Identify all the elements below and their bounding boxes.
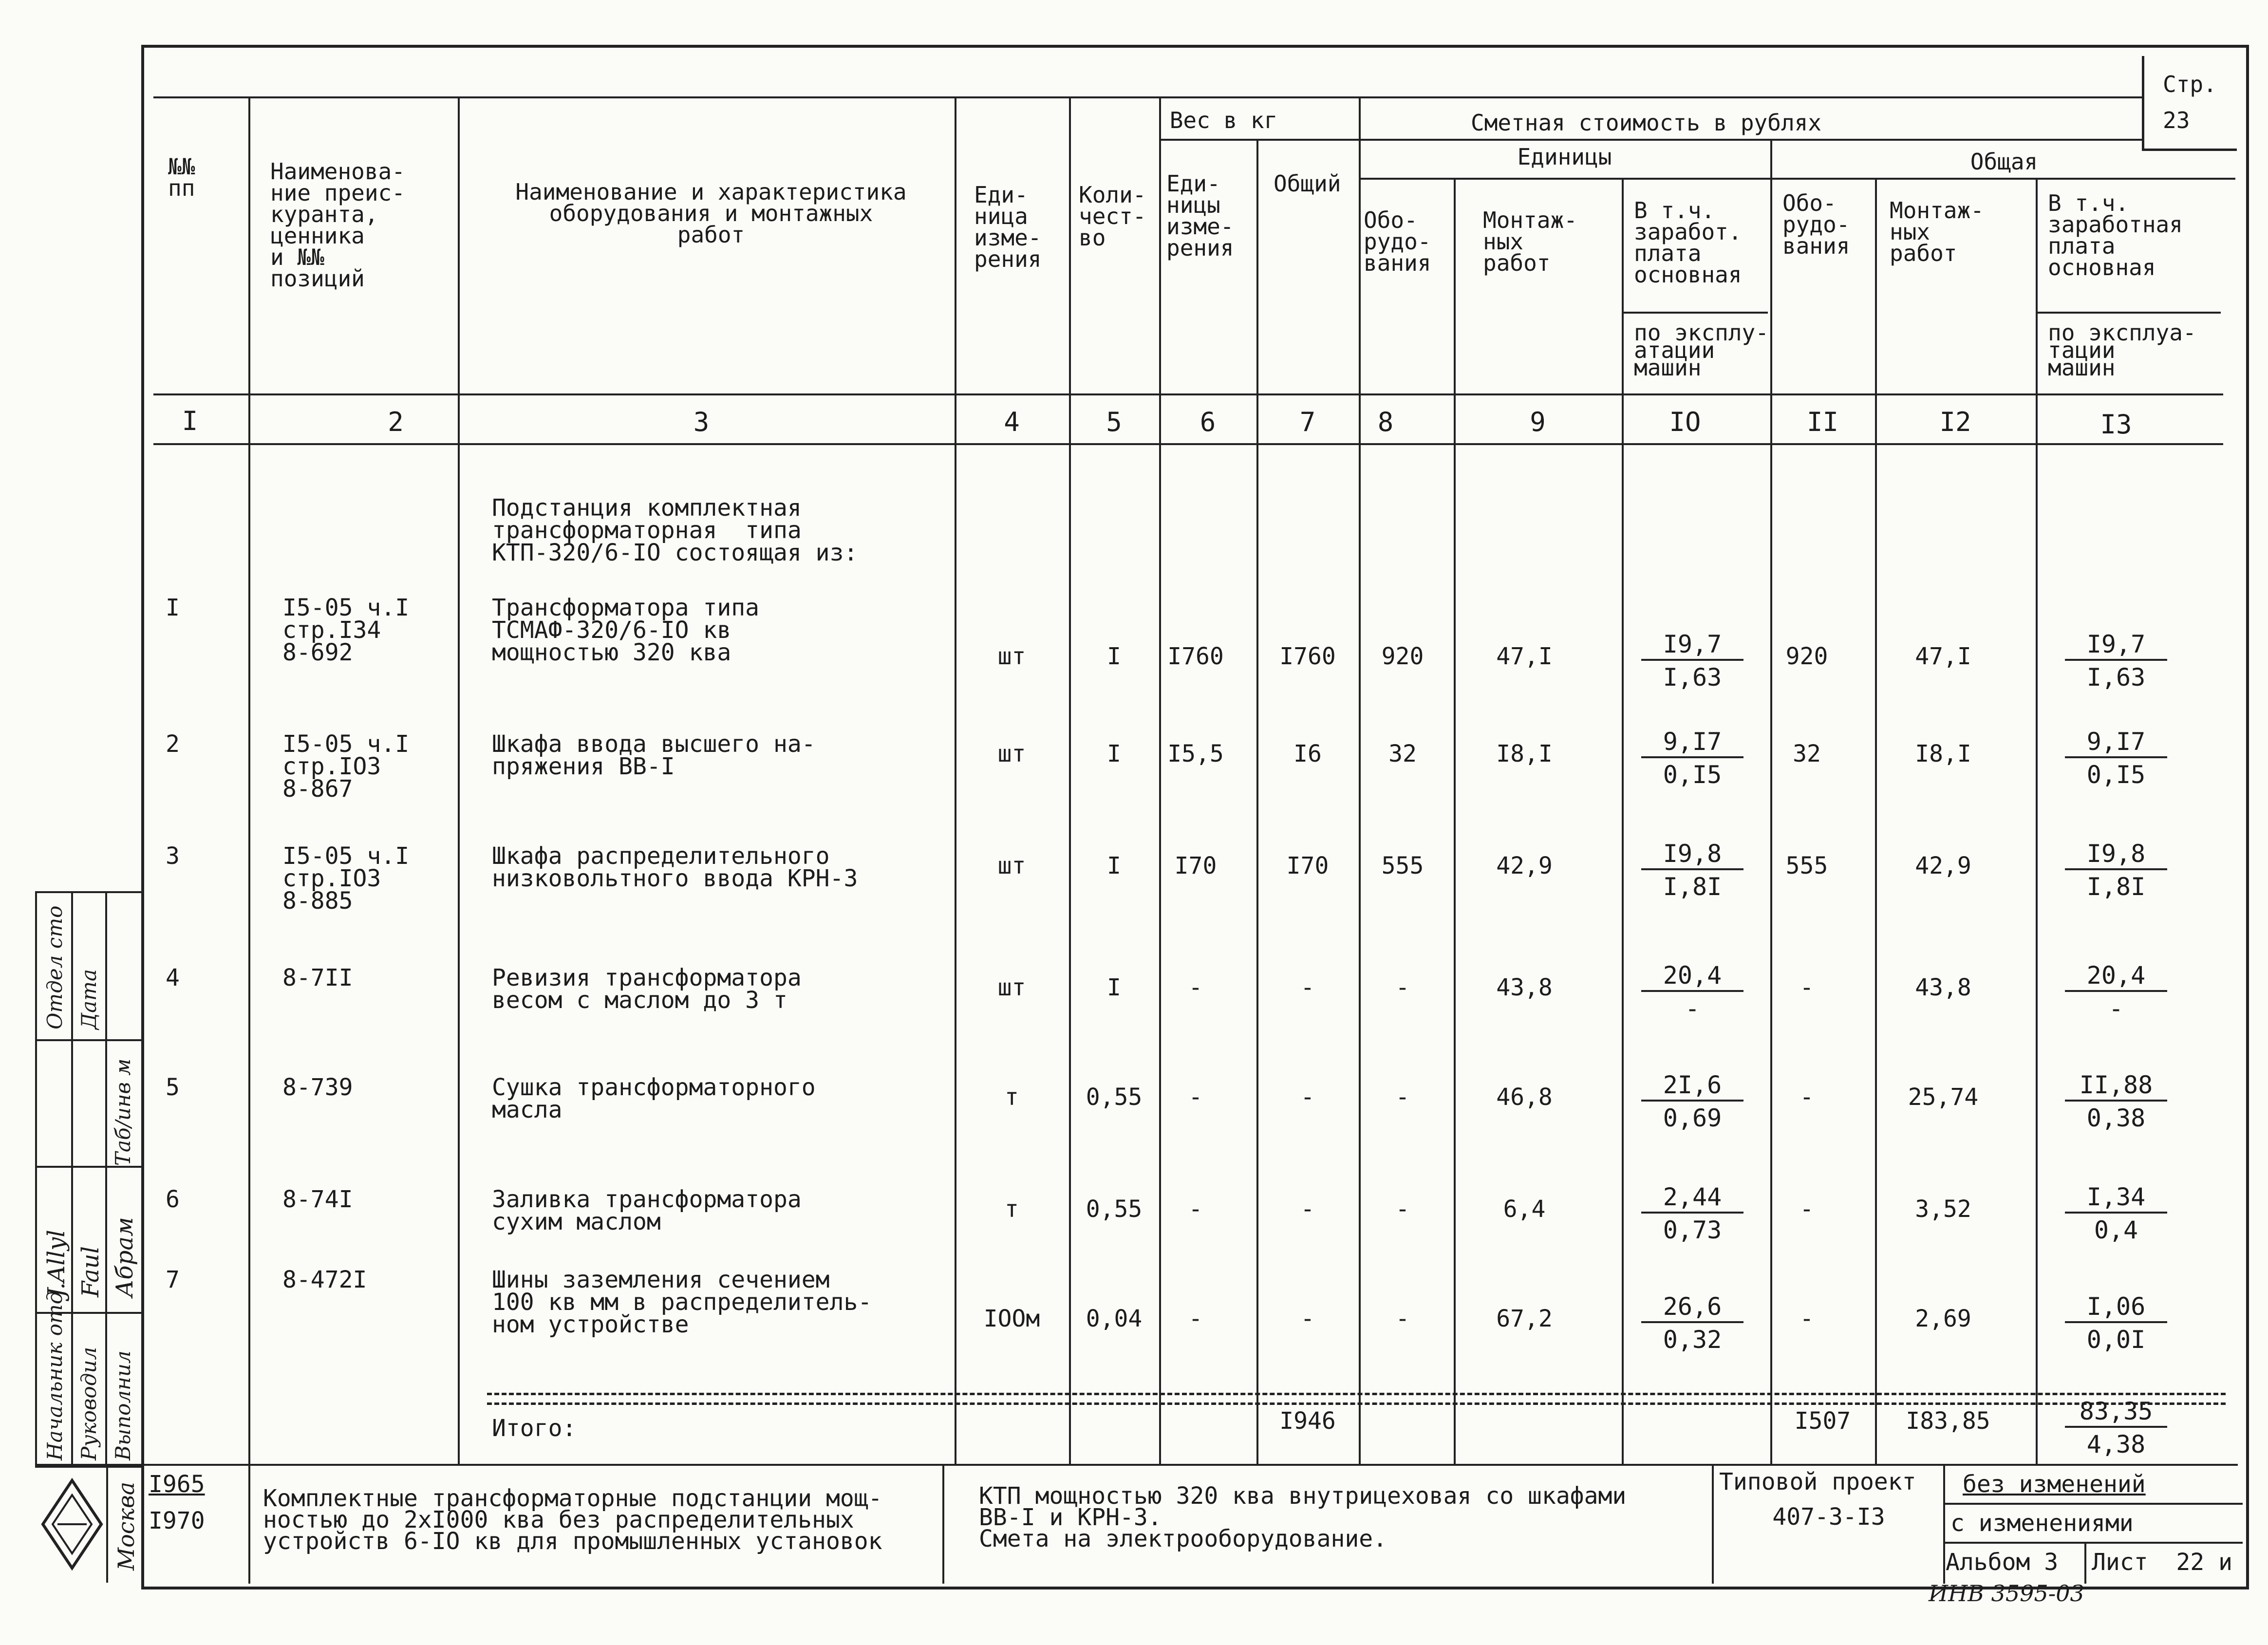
wage-value: 2,44 <box>1641 1183 1743 1214</box>
institute-logo <box>38 1466 106 1583</box>
wage-value: I9,8 <box>1641 840 1743 870</box>
row-cost-wage-fraction <box>1641 840 1743 900</box>
row-price-ref: I5-05 ч.I стр.IO3 8-867 <box>282 730 410 803</box>
row-qty: I <box>1107 643 1121 670</box>
row-number: 2 <box>166 730 180 758</box>
machines-value: 0,I5 <box>1663 761 1722 789</box>
stamp-role-2: Руководил <box>77 1346 101 1460</box>
wage-value: 20,4 <box>1641 962 1743 992</box>
row-total-equipment: 920 <box>1785 643 1828 670</box>
row-cost-mounting: 42,9 <box>1496 852 1553 879</box>
col-number: I2 <box>1939 407 1971 437</box>
row-cost-wage-fraction <box>1641 1071 1743 1132</box>
row-name: Заливка трансформатора сухим маслом <box>492 1186 802 1235</box>
col-number: 9 <box>1530 407 1546 437</box>
header-col3: Наименование и характеристика оборудования и монтажных работ <box>515 179 907 248</box>
wage-value: I,06 <box>2065 1293 2167 1323</box>
project-number: 407-3-I3 <box>1772 1503 1885 1531</box>
header-col11: Обо- рудо- вания <box>1782 190 1850 259</box>
header-col10-bottom: по эксплу- атации машин <box>1634 319 1769 381</box>
row-price-ref: I5-05 ч.I стр.IO3 8-885 <box>282 842 410 915</box>
total-wage: 83,35 <box>2065 1398 2167 1428</box>
wage-value: I9,8 <box>2065 840 2167 870</box>
total-label: Итого: <box>492 1415 577 1442</box>
project-label: Типовой проект <box>1719 1468 1916 1495</box>
section-title: Подстанция комплектная трансформаторная типа КТП-320/6-IO состоящая из: <box>492 494 858 566</box>
row-cost-equipment: - <box>1395 1196 1410 1223</box>
col-number: 7 <box>1299 407 1316 437</box>
wage-value: I9,7 <box>1641 631 1743 661</box>
signature-1: J.Allyl <box>43 1230 70 1297</box>
row-total-mounting: I8,I <box>1915 740 1971 767</box>
machines-value: - <box>1685 994 1700 1023</box>
sheet-content: КТП мощностью 320 ква внутрицеховая со шкафами ВВ-I и КРН-3. Смета на электрооборудование. <box>979 1482 1627 1552</box>
row-total-mounting: 25,74 <box>1908 1084 1979 1111</box>
weight-group-rule <box>1159 139 2142 141</box>
header-col5: Коли- чест- во <box>1079 182 1146 251</box>
row-weight-total: - <box>1300 1305 1315 1332</box>
row-cost-equipment: 920 <box>1381 643 1424 670</box>
header-cost-group: Сметная стоимость в рублях <box>1470 110 1822 136</box>
table-top-rule <box>153 96 2142 98</box>
header-col13-top: В т.ч. заработная плата основная <box>2048 190 2183 280</box>
machines-value: I,8I <box>1663 873 1722 901</box>
col-number: 5 <box>1106 407 1122 437</box>
row-qty: I <box>1107 740 1121 767</box>
row-name: Шкафа распределительного низковольтного ввода КРН-3 <box>492 842 858 892</box>
row-weight-total: - <box>1300 1084 1315 1111</box>
header-col7: Общий <box>1274 170 1341 197</box>
machines-value: 0,32 <box>1663 1326 1722 1354</box>
row-total-mounting: 2,69 <box>1915 1305 1971 1332</box>
total-wage-fraction <box>2065 1398 2167 1458</box>
row-total-equipment: - <box>1799 1305 1814 1332</box>
page-label: Стр. <box>2163 71 2217 97</box>
row-total-equipment: - <box>1799 974 1814 1001</box>
cost-subgroup-rule <box>1359 178 2235 180</box>
col-number: 3 <box>693 407 710 437</box>
row-number: 4 <box>166 964 180 991</box>
row-weight-unit: - <box>1188 1084 1203 1111</box>
wage-value: 2I,6 <box>1641 1071 1743 1102</box>
row-name: Шкафа ввода высшего на- пряжения ВВ-I <box>492 730 816 780</box>
row-name: Шины заземления сечением 100 кв мм в распределитель- ном устройстве <box>492 1266 872 1338</box>
row-weight-unit: I760 <box>1167 643 1224 670</box>
stamp-inv: Таб/инв м <box>111 1058 135 1166</box>
stamp-dept: Отдел сто <box>43 905 67 1029</box>
row-weight-total: - <box>1300 974 1315 1001</box>
row-unit: шт <box>997 643 1026 670</box>
header-col9: Монтаж- ных работ <box>1483 207 1577 276</box>
col-divider-12 <box>2036 178 2038 1464</box>
row-cost-wage-fraction <box>1641 631 1743 691</box>
title-block-div-3 <box>1712 1464 1714 1584</box>
row-unit: т <box>1005 1084 1019 1111</box>
signature-2: Faul <box>77 1246 104 1297</box>
row-qty: I <box>1107 852 1121 879</box>
row-name: Сушка трансформаторного масла <box>492 1074 816 1123</box>
col-divider-11 <box>1875 178 1877 1464</box>
row-cost-mounting: I8,I <box>1496 740 1553 767</box>
wage-value: II,88 <box>2065 1071 2167 1102</box>
row-weight-total: I760 <box>1279 643 1336 670</box>
total-dash-rule-1 <box>487 1393 2226 1395</box>
row-number: I <box>166 594 180 621</box>
row-qty: 0,55 <box>1086 1084 1143 1111</box>
title-block-div-2 <box>942 1464 944 1584</box>
row-price-ref: I5-05 ч.I стр.I34 8-692 <box>282 594 410 666</box>
title-block-div-1 <box>248 1464 250 1584</box>
row-cost-equipment: - <box>1395 1084 1410 1111</box>
machines-value: 0,4 <box>2094 1216 2138 1244</box>
year-1965: I965 <box>149 1471 205 1498</box>
total-weight: I946 <box>1279 1407 1336 1435</box>
row-weight-total: I70 <box>1286 852 1329 879</box>
row-name: Трансформатора типа ТСМАФ-320/6-IO кв мощностью 320 ква <box>492 594 760 666</box>
col-number: 6 <box>1200 407 1216 437</box>
change-with: с изменениями <box>1950 1510 2134 1537</box>
stamp-role-1: Начальник отд <box>43 1291 67 1460</box>
header-col6: Еди- ницы изме- рения <box>1166 170 1234 261</box>
header-unit-group: Единицы <box>1517 144 1612 170</box>
total-machines: 4,38 <box>2086 1430 2146 1458</box>
col-divider-5 <box>1159 96 1161 1464</box>
row-unit: IOOм <box>983 1305 1040 1332</box>
row-total-wage-fraction <box>2065 840 2167 900</box>
wage-split-rule-1 <box>1622 312 1768 314</box>
header-col8: Обо- рудо- вания <box>1364 207 1431 276</box>
row-weight-unit: - <box>1188 974 1203 1001</box>
row-unit: шт <box>997 974 1026 1001</box>
col-number: 4 <box>1004 407 1020 437</box>
row-price-ref: 8-472I <box>282 1266 367 1293</box>
col-number: I <box>182 406 198 436</box>
row-total-mounting: 47,I <box>1915 643 1971 670</box>
row-price-ref: 8-7II <box>282 964 353 991</box>
machines-value: 0,I5 <box>2086 761 2146 789</box>
machines-value: I,8I <box>2086 873 2146 901</box>
col-number: II <box>1806 407 1839 437</box>
machines-value: I,63 <box>1663 663 1722 692</box>
col-divider-2 <box>458 96 460 1464</box>
row-total-equipment: - <box>1799 1084 1814 1111</box>
row-weight-unit: - <box>1188 1196 1203 1223</box>
row-cost-wage-fraction <box>1641 728 1743 788</box>
row-number: 3 <box>166 842 180 870</box>
row-weight-unit: - <box>1188 1305 1203 1332</box>
row-cost-mounting: 67,2 <box>1496 1305 1553 1332</box>
row-cost-equipment: 32 <box>1388 740 1417 767</box>
row-unit: шт <box>997 740 1026 767</box>
header-col10-top: В т.ч. зарабoт. плата основная <box>1634 197 1742 288</box>
total-dash-rule-2 <box>487 1402 2226 1405</box>
row-price-ref: 8-74I <box>282 1186 353 1213</box>
row-unit: т <box>1005 1196 1019 1223</box>
stamp-date: Дата <box>77 969 101 1029</box>
row-weight-total: - <box>1300 1196 1315 1223</box>
row-qty: 0,55 <box>1086 1196 1143 1223</box>
col-divider-10 <box>1770 139 1772 1464</box>
total-equipment: I507 <box>1794 1407 1851 1435</box>
row-total-wage-fraction <box>2065 631 2167 691</box>
wage-split-rule-2 <box>2036 312 2221 314</box>
wage-value: I,34 <box>2065 1183 2167 1214</box>
row-cost-equipment: 555 <box>1381 852 1424 879</box>
city-label: Москва <box>106 1466 142 1583</box>
col-number: 2 <box>388 407 404 437</box>
row-cost-wage-fraction <box>1641 1293 1743 1353</box>
col-divider-4 <box>1069 96 1071 1464</box>
col-divider-8 <box>1454 178 1456 1464</box>
machines-value: - <box>2108 994 2124 1023</box>
row-price-ref: 8-739 <box>282 1074 353 1101</box>
row-cost-equipment: - <box>1395 974 1410 1001</box>
header-total-group: Общая <box>1970 149 2038 175</box>
page-number-box <box>2142 56 2237 151</box>
approval-stamp <box>35 891 143 1468</box>
col-number: IO <box>1669 407 1701 437</box>
row-weight-total: I6 <box>1293 740 1322 767</box>
row-total-wage-fraction <box>2065 962 2167 1022</box>
row-total-wage-fraction <box>2065 1071 2167 1132</box>
inventory-number: ИНВ 3595-03 <box>1929 1580 2084 1607</box>
header-col2: Наименова- ние преис- куранта, ценника и №№ позиций <box>270 158 405 292</box>
row-weight-unit: I70 <box>1174 852 1217 879</box>
row-weight-unit: I5,5 <box>1167 740 1224 767</box>
title-block-row-1 <box>1943 1503 2243 1505</box>
row-cost-mounting: 6,4 <box>1503 1196 1546 1223</box>
header-col1: №№ пп <box>168 153 195 201</box>
row-unit: шт <box>997 852 1026 879</box>
col-number: 8 <box>1377 407 1394 437</box>
col-divider-6 <box>1256 139 1258 1464</box>
wage-value: I9,7 <box>2065 631 2167 661</box>
row-total-mounting: 43,8 <box>1915 974 1971 1001</box>
row-cost-wage-fraction <box>1641 1183 1743 1244</box>
row-total-wage-fraction <box>2065 728 2167 788</box>
col-divider-7 <box>1359 96 1361 1464</box>
row-total-wage-fraction <box>2065 1183 2167 1244</box>
header-col12: Монтаж- ных работ <box>1890 197 1984 266</box>
album-number: Альбом 3 <box>1946 1549 2059 1576</box>
row-cost-wage-fraction <box>1641 962 1743 1022</box>
row-cost-equipment: - <box>1395 1305 1410 1332</box>
title-block-top <box>37 1464 2238 1466</box>
wage-value: 20,4 <box>2065 962 2167 992</box>
title-block-div-4 <box>1943 1464 1945 1584</box>
row-total-equipment: 555 <box>1785 852 1828 879</box>
machines-value: 0,38 <box>2086 1104 2146 1132</box>
stamp-role-3: Выполнил <box>111 1350 135 1460</box>
machines-value: 0,69 <box>1663 1104 1722 1132</box>
signature-3: Абрам <box>111 1217 138 1297</box>
row-number: 6 <box>166 1186 180 1213</box>
machines-value: I,63 <box>2086 663 2146 692</box>
year-1970: I970 <box>149 1507 205 1534</box>
row-total-mounting: 42,9 <box>1915 852 1971 879</box>
col-divider-9 <box>1622 178 1624 1464</box>
change-none: без изменений <box>1963 1471 2146 1498</box>
machines-value: 0,73 <box>1663 1216 1722 1244</box>
col-divider-1 <box>248 96 250 1464</box>
row-number: 7 <box>166 1266 180 1293</box>
colnum-bottom-rule <box>153 443 2223 445</box>
wage-value: 9,I7 <box>2065 728 2167 758</box>
row-qty: I <box>1107 974 1121 1001</box>
col-number: I3 <box>2100 409 2132 440</box>
row-number: 5 <box>166 1074 180 1101</box>
row-total-equipment: 32 <box>1793 740 1821 767</box>
sheet-number: Лист 22 и <box>2092 1549 2232 1576</box>
col-divider-3 <box>955 96 956 1464</box>
header-bottom-rule <box>153 393 2223 395</box>
row-qty: 0,04 <box>1086 1305 1143 1332</box>
total-mounting: I83,85 <box>1906 1407 1990 1435</box>
row-total-mounting: 3,52 <box>1915 1196 1971 1223</box>
row-cost-mounting: 43,8 <box>1496 974 1553 1001</box>
title-block-row-2 <box>1943 1542 2243 1544</box>
wage-value: 9,I7 <box>1641 728 1743 758</box>
row-total-equipment: - <box>1799 1196 1814 1223</box>
header-col4: Еди- ница изме- рения <box>974 182 1042 272</box>
row-total-wage-fraction <box>2065 1293 2167 1353</box>
machines-value: 0,0I <box>2086 1326 2146 1354</box>
row-cost-mounting: 47,I <box>1496 643 1553 670</box>
project-description: Комплектные трансформаторные подстанции мощ- ностью до 2xI000 ква без распределительных устройств 6-IO кв для промышленных установок <box>263 1485 882 1555</box>
header-weight-group: Вес в кг <box>1169 107 1278 133</box>
page-number: 23 <box>2163 107 2190 133</box>
row-cost-mounting: 46,8 <box>1496 1084 1553 1111</box>
header-col13-bottom: по эксплуа- тации машин <box>2048 319 2196 381</box>
row-name: Ревизия трансформатора весом с маслом до 3 т <box>492 964 802 1014</box>
wage-value: 26,6 <box>1641 1293 1743 1323</box>
title-block-div-5 <box>2084 1542 2086 1584</box>
